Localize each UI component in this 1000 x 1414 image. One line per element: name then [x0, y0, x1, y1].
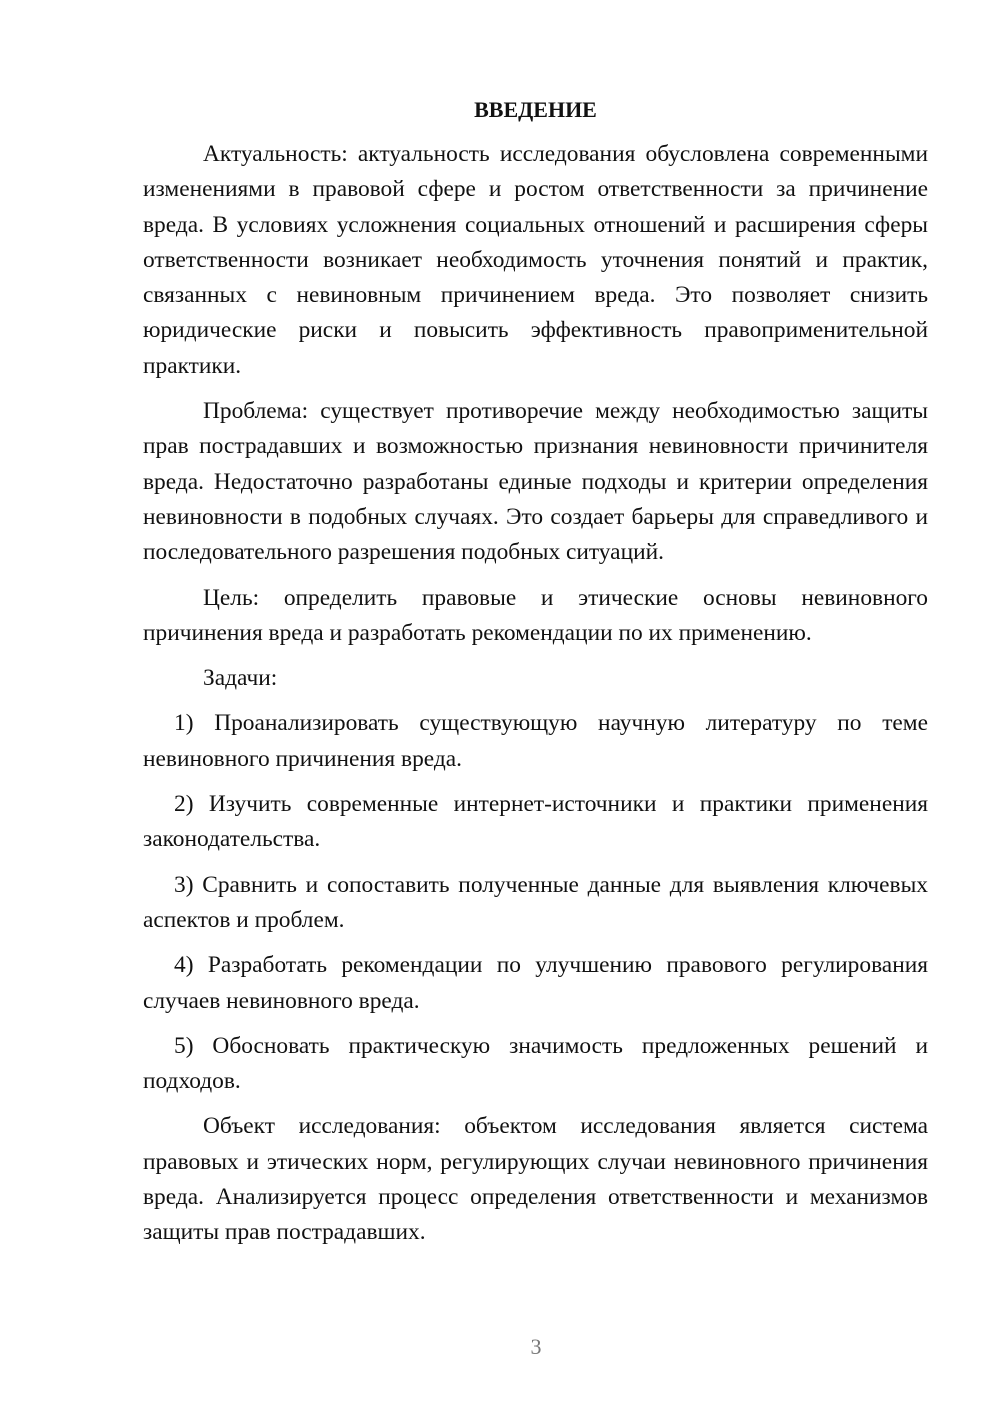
task-item: 2) Изучить современные интернет-источники и практики применения законодательства. — [143, 791, 928, 853]
tasks-label: Задачи: — [203, 665, 278, 692]
task-item: 3) Сравнить и сопоставить полученные данные для выявления ключевых аспектов и проблем. — [143, 871, 928, 933]
document-page — [143, 92, 928, 1261]
section-heading: ВВЕДЕНИЕ — [474, 97, 597, 122]
object-paragraph: Объект исследования: объектом исследования является система правовых и этических норм, регулирующих случаи невиновного причинения вреда. Анализируется процесс определения ответственности и механизмов защиты прав пострадавших. — [143, 1113, 928, 1246]
task-item: 5) Обосновать практическую значимость предложенных решений и подходов. — [143, 1032, 928, 1095]
page-number: 3 — [530, 1334, 542, 1359]
goal-paragraph: Цель: определить правовые и этические основы невиновного причинения вреда и разработать рекомендации по их применению. — [143, 584, 928, 646]
task-item: 4) Разработать рекомендации по улучшению правового регулирования случаев невиновного вреда. — [143, 952, 928, 1014]
relevance-paragraph: Актуальность: актуальность исследования обусловлена современными изменениями в правовой сфере и ростом ответственности за причинение вреда. В условиях усложнения социальных отношений и расширения сферы ответственности возникает необходимость уточнения понятий и практик, связанных с невиновным причинением вреда. Это позволяет снизить юридические риски и повысить эффективность правоприменительной практики. — [143, 141, 928, 379]
problem-paragraph: Проблема: существует противоречие между необходимостью защиты прав пострадавших и возможностью признания невиновности причинителя вреда. Недостаточно разработаны единые подходы и критерии определения невиновности в подобных случаях. Это создает барьеры для справедливого и последовательного разрешения подобных ситуаций. — [143, 398, 928, 566]
task-item: 1) Проанализировать существующую научную литературу по теме невиновного причинения вреда. — [143, 710, 928, 772]
